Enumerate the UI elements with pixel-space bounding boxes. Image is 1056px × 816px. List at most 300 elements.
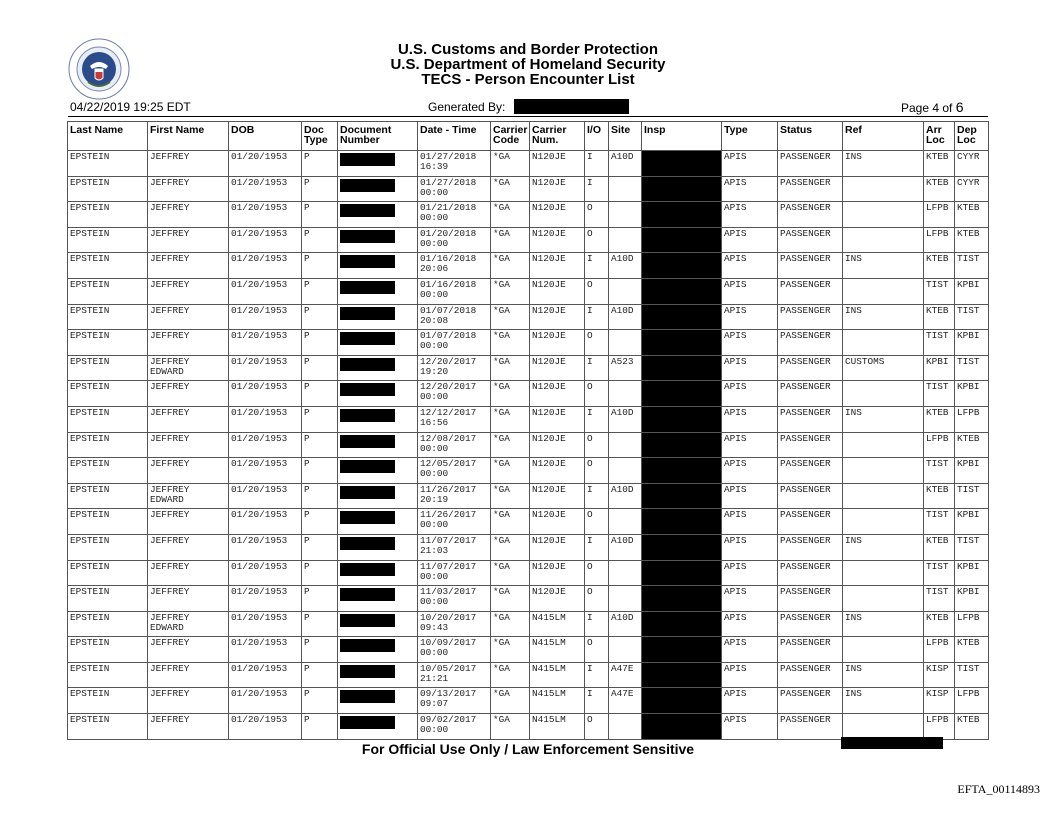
cell-doc-type: P bbox=[302, 355, 338, 381]
table-row bbox=[68, 688, 989, 714]
cell-first-name bbox=[148, 714, 229, 740]
cell-date-time bbox=[418, 278, 491, 304]
cell-io: O bbox=[585, 637, 609, 663]
redacted-document-number bbox=[340, 537, 395, 550]
cell-last-name: EPSTEIN bbox=[68, 381, 148, 407]
column-header: Date - Time bbox=[418, 122, 491, 151]
cell-status: PASSENGER bbox=[778, 714, 843, 740]
cell-insp-redacted bbox=[642, 458, 722, 484]
encounter-time: 00:00 bbox=[420, 288, 449, 300]
cell-insp-redacted bbox=[642, 534, 722, 560]
cell-carrier-code: *GA bbox=[491, 381, 530, 407]
cell-ref bbox=[843, 560, 924, 586]
cell-io: I bbox=[585, 611, 609, 637]
cell-dep-loc: TIST bbox=[955, 483, 989, 509]
cell-doc-type: P bbox=[302, 202, 338, 228]
cell-io: I bbox=[585, 304, 609, 330]
cell-document-number bbox=[338, 432, 418, 458]
cell-arr-loc: LFPB bbox=[924, 227, 955, 253]
cell-ref bbox=[843, 458, 924, 484]
header-line-department: U.S. Department of Homeland Security bbox=[390, 56, 666, 73]
cell-type: APIS bbox=[722, 688, 778, 714]
cell-first-name bbox=[148, 586, 229, 612]
encounter-time: 20:06 bbox=[420, 263, 449, 275]
cell-first-name bbox=[148, 278, 229, 304]
cell-doc-type: P bbox=[302, 151, 338, 177]
encounter-time: 00:00 bbox=[420, 391, 449, 403]
cell-last-name: EPSTEIN bbox=[68, 483, 148, 509]
cell-status: PASSENGER bbox=[778, 509, 843, 535]
cell-date-time bbox=[418, 560, 491, 586]
cell-first-name bbox=[148, 662, 229, 688]
cell-document-number bbox=[338, 688, 418, 714]
cell-carrier-code: *GA bbox=[491, 534, 530, 560]
footer-notice: For Official Use Only / Law Enforcement Sensitive bbox=[361, 741, 695, 757]
cell-dep-loc: CYYR bbox=[955, 151, 989, 177]
cell-type: APIS bbox=[722, 227, 778, 253]
cell-carrier-num: N415LM bbox=[530, 688, 585, 714]
redacted-document-number bbox=[340, 614, 395, 627]
first-name: JEFFREY bbox=[150, 304, 190, 316]
cell-carrier-code: *GA bbox=[491, 662, 530, 688]
cell-carrier-num: N120JE bbox=[530, 381, 585, 407]
encounter-time: 09:43 bbox=[420, 621, 449, 633]
cell-arr-loc: LFPB bbox=[924, 714, 955, 740]
page-indicator bbox=[901, 100, 964, 115]
encounter-date: 11/07/2017 bbox=[420, 560, 477, 572]
cell-insp-redacted bbox=[642, 278, 722, 304]
cell-dep-loc: KTEB bbox=[955, 637, 989, 663]
cell-insp-redacted bbox=[642, 253, 722, 279]
cell-ref: INS bbox=[843, 611, 924, 637]
cell-type: APIS bbox=[722, 432, 778, 458]
cell-last-name: EPSTEIN bbox=[68, 278, 148, 304]
redacted-document-number bbox=[340, 639, 395, 652]
cell-type: APIS bbox=[722, 278, 778, 304]
cell-insp-redacted bbox=[642, 355, 722, 381]
cell-insp-redacted bbox=[642, 330, 722, 356]
cell-dep-loc: CYYR bbox=[955, 176, 989, 202]
cell-site bbox=[609, 714, 642, 740]
header-line-agency: U.S. Customs and Border Protection bbox=[397, 41, 659, 58]
first-name: JEFFREY bbox=[150, 202, 190, 214]
column-header: Doc Type bbox=[302, 122, 338, 151]
cell-dob: 01/20/1953 bbox=[229, 330, 302, 356]
redacted-document-number bbox=[340, 179, 395, 192]
cell-doc-type: P bbox=[302, 381, 338, 407]
redacted-document-number bbox=[340, 307, 395, 320]
cell-arr-loc: KTEB bbox=[924, 534, 955, 560]
encounter-time: 00:00 bbox=[420, 212, 449, 224]
cell-carrier-code: *GA bbox=[491, 304, 530, 330]
cell-insp-redacted bbox=[642, 381, 722, 407]
cell-date-time bbox=[418, 304, 491, 330]
cell-ref bbox=[843, 381, 924, 407]
cell-ref: INS bbox=[843, 253, 924, 279]
cell-carrier-num: N120JE bbox=[530, 509, 585, 535]
redacted-generated-by bbox=[514, 99, 629, 114]
cell-status: PASSENGER bbox=[778, 611, 843, 637]
middle-name: EDWARD bbox=[150, 365, 184, 377]
cell-dob: 01/20/1953 bbox=[229, 611, 302, 637]
cell-document-number bbox=[338, 355, 418, 381]
page-label: Page 4 of bbox=[901, 101, 953, 115]
cell-type: APIS bbox=[722, 662, 778, 688]
cell-dep-loc: TIST bbox=[955, 355, 989, 381]
cell-first-name bbox=[148, 227, 229, 253]
cell-io: O bbox=[585, 560, 609, 586]
cell-last-name: EPSTEIN bbox=[68, 688, 148, 714]
cell-date-time bbox=[418, 202, 491, 228]
cell-dob: 01/20/1953 bbox=[229, 560, 302, 586]
cell-last-name: EPSTEIN bbox=[68, 330, 148, 356]
cell-dob: 01/20/1953 bbox=[229, 662, 302, 688]
cell-io: O bbox=[585, 227, 609, 253]
cell-site: A10D bbox=[609, 406, 642, 432]
cell-arr-loc: LFPB bbox=[924, 202, 955, 228]
table-row bbox=[68, 458, 989, 484]
cell-status: PASSENGER bbox=[778, 586, 843, 612]
cell-doc-type: P bbox=[302, 611, 338, 637]
cell-status: PASSENGER bbox=[778, 253, 843, 279]
cell-last-name: EPSTEIN bbox=[68, 637, 148, 663]
cell-last-name: EPSTEIN bbox=[68, 227, 148, 253]
cell-carrier-code: *GA bbox=[491, 586, 530, 612]
cell-type: APIS bbox=[722, 330, 778, 356]
encounter-date: 01/07/2018 bbox=[420, 304, 477, 316]
cell-carrier-num: N120JE bbox=[530, 458, 585, 484]
cell-ref bbox=[843, 176, 924, 202]
cell-carrier-code: *GA bbox=[491, 253, 530, 279]
cell-ref: CUSTOMS bbox=[843, 355, 924, 381]
cell-carrier-num: N120JE bbox=[530, 406, 585, 432]
cell-carrier-code: *GA bbox=[491, 611, 530, 637]
cell-io: O bbox=[585, 432, 609, 458]
table-row bbox=[68, 381, 989, 407]
cell-arr-loc: LFPB bbox=[924, 637, 955, 663]
cell-dob: 01/20/1953 bbox=[229, 227, 302, 253]
cell-site bbox=[609, 586, 642, 612]
cell-first-name bbox=[148, 330, 229, 356]
cell-document-number bbox=[338, 483, 418, 509]
cell-dob: 01/20/1953 bbox=[229, 176, 302, 202]
cell-document-number bbox=[338, 381, 418, 407]
cell-arr-loc: LFPB bbox=[924, 432, 955, 458]
cell-ref: INS bbox=[843, 688, 924, 714]
cell-ref bbox=[843, 330, 924, 356]
table-row bbox=[68, 227, 989, 253]
encounter-date: 11/26/2017 bbox=[420, 483, 477, 495]
cell-date-time bbox=[418, 714, 491, 740]
cell-type: APIS bbox=[722, 381, 778, 407]
cell-type: APIS bbox=[722, 304, 778, 330]
cell-dob: 01/20/1953 bbox=[229, 688, 302, 714]
cell-last-name: EPSTEIN bbox=[68, 151, 148, 177]
cell-io: O bbox=[585, 458, 609, 484]
cell-first-name bbox=[148, 534, 229, 560]
cell-first-name bbox=[148, 151, 229, 177]
cell-status: PASSENGER bbox=[778, 278, 843, 304]
cell-date-time bbox=[418, 381, 491, 407]
encounter-date: 01/27/2018 bbox=[420, 151, 477, 162]
first-name: JEFFREY bbox=[150, 586, 190, 598]
cell-first-name bbox=[148, 432, 229, 458]
column-header: Site bbox=[609, 122, 642, 151]
cell-carrier-num: N120JE bbox=[530, 202, 585, 228]
column-header: Type bbox=[722, 122, 778, 151]
cell-ref: INS bbox=[843, 406, 924, 432]
cell-site bbox=[609, 509, 642, 535]
cell-dep-loc: KTEB bbox=[955, 227, 989, 253]
cell-dep-loc: LFPB bbox=[955, 406, 989, 432]
cell-arr-loc: KTEB bbox=[924, 151, 955, 177]
cell-carrier-code: *GA bbox=[491, 330, 530, 356]
cell-doc-type: P bbox=[302, 714, 338, 740]
cell-type: APIS bbox=[722, 202, 778, 228]
cell-carrier-num: N415LM bbox=[530, 611, 585, 637]
cell-arr-loc: KTEB bbox=[924, 611, 955, 637]
cell-carrier-code: *GA bbox=[491, 176, 530, 202]
cell-io: O bbox=[585, 586, 609, 612]
cell-carrier-code: *GA bbox=[491, 637, 530, 663]
cell-type: APIS bbox=[722, 355, 778, 381]
encounter-time: 20:08 bbox=[420, 314, 449, 326]
cell-last-name: EPSTEIN bbox=[68, 202, 148, 228]
encounter-date: 12/20/2017 bbox=[420, 381, 477, 393]
cell-type: APIS bbox=[722, 176, 778, 202]
cell-carrier-num: N120JE bbox=[530, 176, 585, 202]
cell-io: I bbox=[585, 151, 609, 177]
cell-dob: 01/20/1953 bbox=[229, 381, 302, 407]
encounter-time: 00:00 bbox=[420, 340, 449, 352]
cell-last-name: EPSTEIN bbox=[68, 406, 148, 432]
cell-io: I bbox=[585, 253, 609, 279]
table-row bbox=[68, 432, 989, 458]
cell-date-time bbox=[418, 586, 491, 612]
cell-dob: 01/20/1953 bbox=[229, 509, 302, 535]
cell-status: PASSENGER bbox=[778, 381, 843, 407]
cell-type: APIS bbox=[722, 714, 778, 740]
cell-status: PASSENGER bbox=[778, 534, 843, 560]
cell-insp-redacted bbox=[642, 560, 722, 586]
cell-dob: 01/20/1953 bbox=[229, 202, 302, 228]
encounter-date: 09/13/2017 bbox=[420, 688, 477, 700]
cell-doc-type: P bbox=[302, 509, 338, 535]
encounter-date: 11/26/2017 bbox=[420, 509, 477, 521]
encounter-time: 00:00 bbox=[420, 596, 449, 608]
cell-type: APIS bbox=[722, 586, 778, 612]
cell-status: PASSENGER bbox=[778, 227, 843, 253]
table-body bbox=[68, 151, 989, 740]
first-name: JEFFREY bbox=[150, 714, 190, 726]
encounter-date: 10/09/2017 bbox=[420, 637, 477, 649]
cell-ref: INS bbox=[843, 151, 924, 177]
cell-carrier-code: *GA bbox=[491, 227, 530, 253]
cell-last-name: EPSTEIN bbox=[68, 355, 148, 381]
cell-carrier-num: N120JE bbox=[530, 253, 585, 279]
cell-io: O bbox=[585, 278, 609, 304]
cell-site: A47E bbox=[609, 662, 642, 688]
cell-dob: 01/20/1953 bbox=[229, 534, 302, 560]
redacted-document-number bbox=[340, 486, 395, 499]
cell-ref bbox=[843, 432, 924, 458]
redacted-document-number bbox=[340, 690, 395, 703]
table-row bbox=[68, 253, 989, 279]
cell-type: APIS bbox=[722, 534, 778, 560]
cell-status: PASSENGER bbox=[778, 637, 843, 663]
cell-status: PASSENGER bbox=[778, 202, 843, 228]
cell-carrier-num: N120JE bbox=[530, 432, 585, 458]
cell-arr-loc: KTEB bbox=[924, 406, 955, 432]
cell-doc-type: P bbox=[302, 330, 338, 356]
cell-carrier-code: *GA bbox=[491, 509, 530, 535]
redacted-document-number bbox=[340, 383, 395, 396]
cell-arr-loc: TIST bbox=[924, 458, 955, 484]
encounter-time: 00:00 bbox=[420, 570, 449, 582]
cell-carrier-code: *GA bbox=[491, 355, 530, 381]
cell-insp-redacted bbox=[642, 202, 722, 228]
cell-dep-loc: KTEB bbox=[955, 714, 989, 740]
cell-site bbox=[609, 176, 642, 202]
cell-status: PASSENGER bbox=[778, 662, 843, 688]
cell-first-name bbox=[148, 202, 229, 228]
first-name: JEFFREY bbox=[150, 176, 190, 188]
cell-dep-loc: TIST bbox=[955, 253, 989, 279]
cell-first-name bbox=[148, 381, 229, 407]
encounter-date: 01/07/2018 bbox=[420, 330, 477, 342]
redacted-document-number bbox=[340, 588, 395, 601]
cell-document-number bbox=[338, 611, 418, 637]
cell-site: A47E bbox=[609, 688, 642, 714]
column-header: Insp bbox=[642, 122, 722, 151]
cell-dob: 01/20/1953 bbox=[229, 458, 302, 484]
cell-doc-type: P bbox=[302, 253, 338, 279]
first-name: JEFFREY bbox=[150, 381, 190, 393]
redacted-document-number bbox=[340, 409, 395, 422]
first-name: JEFFREY bbox=[150, 637, 190, 649]
cell-doc-type: P bbox=[302, 637, 338, 663]
column-header: Carrier Code bbox=[491, 122, 530, 151]
cell-type: APIS bbox=[722, 151, 778, 177]
redacted-document-number bbox=[340, 281, 395, 294]
header-rule bbox=[68, 116, 988, 117]
cell-document-number bbox=[338, 151, 418, 177]
cell-last-name: EPSTEIN bbox=[68, 458, 148, 484]
cell-doc-type: P bbox=[302, 560, 338, 586]
cell-site bbox=[609, 278, 642, 304]
cell-doc-type: P bbox=[302, 483, 338, 509]
cell-insp-redacted bbox=[642, 688, 722, 714]
cell-dob: 01/20/1953 bbox=[229, 151, 302, 177]
cell-dep-loc: LFPB bbox=[955, 611, 989, 637]
redacted-document-number bbox=[340, 230, 395, 243]
cell-last-name: EPSTEIN bbox=[68, 560, 148, 586]
encounter-table bbox=[67, 121, 989, 740]
cell-carrier-num: N120JE bbox=[530, 151, 585, 177]
cell-ref bbox=[843, 637, 924, 663]
cell-carrier-num: N120JE bbox=[530, 586, 585, 612]
encounter-time: 00:00 bbox=[420, 647, 449, 659]
generated-by-label: Generated By: bbox=[428, 100, 506, 114]
cell-status: PASSENGER bbox=[778, 406, 843, 432]
cell-first-name bbox=[148, 483, 229, 509]
first-name: JEFFREY bbox=[150, 662, 190, 674]
middle-name: EDWARD bbox=[150, 621, 184, 633]
cell-io: I bbox=[585, 662, 609, 688]
cell-date-time bbox=[418, 611, 491, 637]
encounter-time: 21:03 bbox=[420, 544, 449, 556]
cell-site bbox=[609, 227, 642, 253]
table-row bbox=[68, 560, 989, 586]
cell-site: A10D bbox=[609, 483, 642, 509]
cell-arr-loc: TIST bbox=[924, 381, 955, 407]
first-name: JEFFREY bbox=[150, 227, 190, 239]
cell-document-number bbox=[338, 330, 418, 356]
encounter-time: 16:39 bbox=[420, 161, 449, 172]
first-name: JEFFREY bbox=[150, 355, 190, 367]
cell-insp-redacted bbox=[642, 406, 722, 432]
cell-dep-loc: TIST bbox=[955, 534, 989, 560]
cell-document-number bbox=[338, 278, 418, 304]
encounter-time: 20:19 bbox=[420, 493, 449, 505]
column-header: Carrier Num. bbox=[530, 122, 585, 151]
cell-status: PASSENGER bbox=[778, 458, 843, 484]
cell-io: I bbox=[585, 355, 609, 381]
cell-document-number bbox=[338, 176, 418, 202]
first-name: JEFFREY bbox=[150, 688, 190, 700]
cell-io: I bbox=[585, 176, 609, 202]
cell-carrier-code: *GA bbox=[491, 202, 530, 228]
cell-insp-redacted bbox=[642, 586, 722, 612]
cell-arr-loc: KTEB bbox=[924, 253, 955, 279]
cell-status: PASSENGER bbox=[778, 304, 843, 330]
cell-status: PASSENGER bbox=[778, 355, 843, 381]
table-row bbox=[68, 202, 989, 228]
cell-carrier-code: *GA bbox=[491, 688, 530, 714]
column-header: Document Number bbox=[338, 122, 418, 151]
cell-site: A10D bbox=[609, 534, 642, 560]
redacted-document-number bbox=[340, 358, 395, 371]
cell-dep-loc: TIST bbox=[955, 304, 989, 330]
cell-document-number bbox=[338, 662, 418, 688]
cell-carrier-num: N415LM bbox=[530, 637, 585, 663]
table-row bbox=[68, 483, 989, 509]
cell-carrier-code: *GA bbox=[491, 560, 530, 586]
cell-io: I bbox=[585, 688, 609, 714]
first-name: JEFFREY bbox=[150, 611, 190, 623]
cell-ref: INS bbox=[843, 662, 924, 688]
encounter-time: 00:00 bbox=[420, 519, 449, 531]
cell-dep-loc: KPBI bbox=[955, 560, 989, 586]
table-row bbox=[68, 406, 989, 432]
cell-dep-loc: KTEB bbox=[955, 202, 989, 228]
encounter-date: 01/16/2018 bbox=[420, 253, 477, 265]
encounter-date: 01/16/2018 bbox=[420, 278, 477, 290]
cell-dob: 01/20/1953 bbox=[229, 586, 302, 612]
cell-arr-loc: KTEB bbox=[924, 304, 955, 330]
cell-dep-loc: KTEB bbox=[955, 432, 989, 458]
cell-doc-type: P bbox=[302, 688, 338, 714]
cell-first-name bbox=[148, 253, 229, 279]
cell-document-number bbox=[338, 227, 418, 253]
encounter-date: 11/03/2017 bbox=[420, 586, 477, 598]
cell-document-number bbox=[338, 458, 418, 484]
cell-dob: 01/20/1953 bbox=[229, 714, 302, 740]
cell-ref: INS bbox=[843, 304, 924, 330]
table-row bbox=[68, 611, 989, 637]
encounter-time: 21:21 bbox=[420, 672, 449, 684]
table-row bbox=[68, 355, 989, 381]
